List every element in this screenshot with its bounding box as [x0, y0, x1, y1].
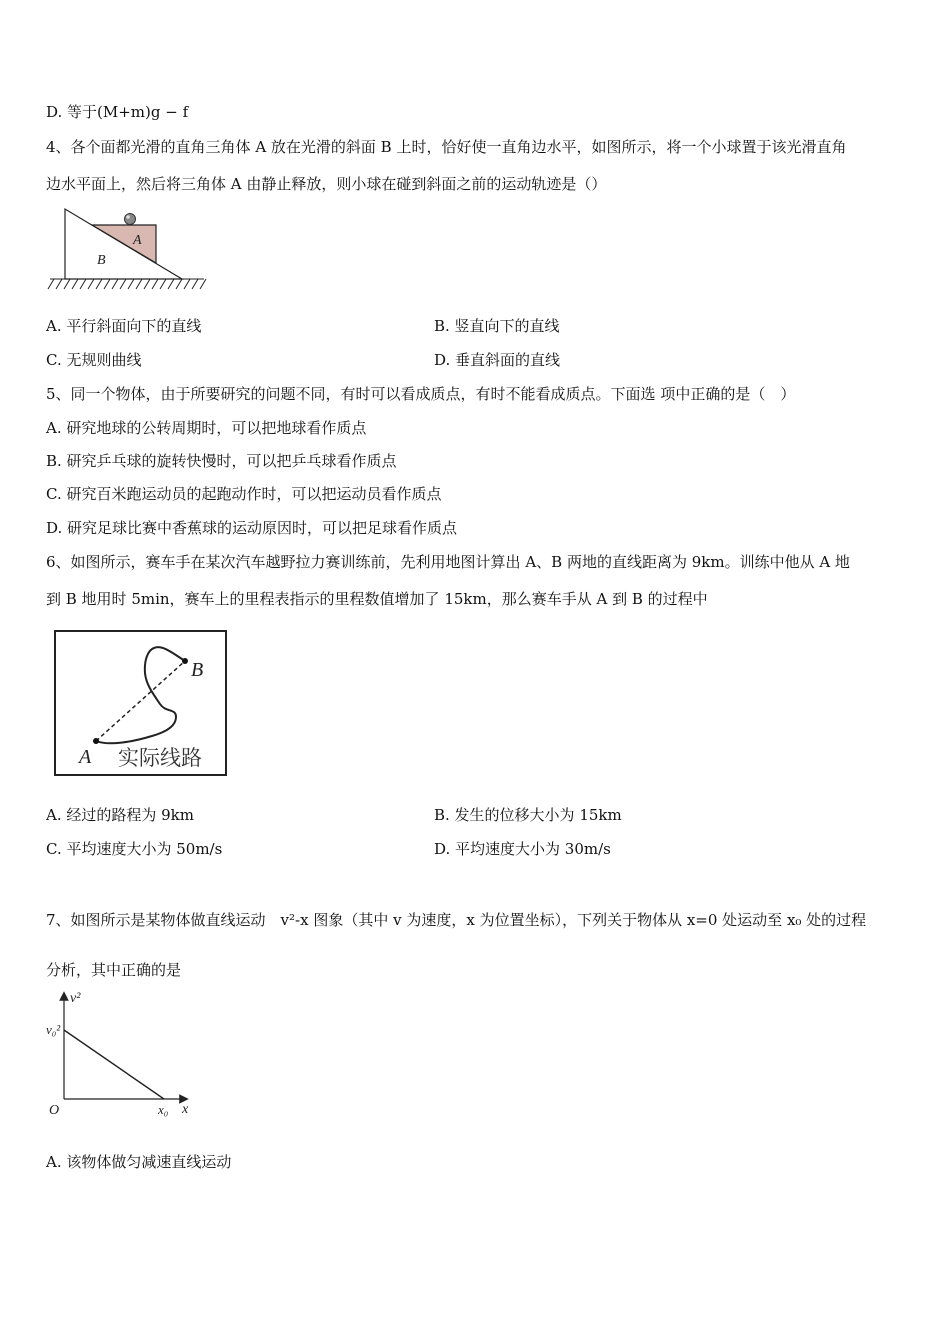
- point-a-label: A: [79, 746, 92, 768]
- q6-stem-line1: 6、如图所示，赛车手在某次汽车越野拉力赛训练前，先利用地图计算出 A、B 两地的直线距离为 9km。训练中他从 A 地: [46, 553, 850, 571]
- y-axis-label: v²: [70, 991, 81, 1006]
- q6-option-d: D. 平均速度大小为 30m/s: [434, 840, 611, 858]
- q6-option-c: C. 平均速度大小为 50m/s: [46, 840, 223, 858]
- q6-option-b: B. 发生的位移大小为 15km: [434, 806, 622, 824]
- x-intercept-label: x₀: [158, 1102, 169, 1117]
- q4-stem-line1: 4、各个面都光滑的直角三角体 A 放在光滑的斜面 B 上时，恰好使一直角边水平，如图所示，将一个小球置于该光滑直角: [46, 138, 847, 156]
- origin-label: O: [49, 1103, 60, 1118]
- q4-stem-line2: 边水平面上，然后将三角体 A 由静止释放，则小球在碰到斜面之前的运动轨迹是（）: [46, 175, 607, 193]
- x-axis-label: x: [182, 1102, 189, 1117]
- q7-stem-line2: 分析，其中正确的是: [46, 961, 182, 979]
- q6-option-a: A. 经过的路程为 9km: [46, 806, 194, 824]
- q5-option-b: B. 研究乒乓球的旋转快慢时，可以把乒乓球看作质点: [46, 452, 397, 470]
- q3-option-d: D. 等于(M+m)g − f: [46, 103, 189, 121]
- q5-option-c: C. 研究百米跑运动员的起跑动作时，可以把运动员看作质点: [46, 485, 442, 503]
- incline-triangle-figure: [46, 205, 211, 295]
- incline-b-label: B: [97, 253, 106, 268]
- v2-x-graph: [44, 988, 204, 1120]
- q7-option-a: A. 该物体做匀减速直线运动: [46, 1153, 232, 1171]
- q4-option-c: C. 无规则曲线: [46, 351, 142, 369]
- q7-stem-line1: 7、如图所示是某物体做直线运动 v²-x 图象（其中 v 为速度，x 为位置坐标），下列关于物体从 x=0 处运动至 x₀ 处的过程: [46, 911, 867, 929]
- y-intercept-label: v₀²: [46, 1022, 61, 1037]
- ball-icon: [125, 214, 136, 225]
- q5-option-d: D. 研究足球比赛中香蕉球的运动原因时，可以把足球看作质点: [46, 519, 458, 537]
- q4-option-a: A. 平行斜面向下的直线: [46, 317, 202, 335]
- q5-option-a: A. 研究地球的公转周期时，可以把地球看作质点: [46, 419, 367, 437]
- q4-option-b: B. 竖直向下的直线: [434, 317, 560, 335]
- q6-stem-line2: 到 B 地用时 5min，赛车上的里程表指示的里程数值增加了 15km，那么赛车手从 A 到 B 的过程中: [46, 590, 708, 608]
- q4-option-d: D. 垂直斜面的直线: [434, 351, 561, 369]
- route-map-figure: [54, 630, 230, 778]
- route-caption: 实际线路: [118, 746, 202, 770]
- point-b-icon: [182, 658, 188, 664]
- graph-line: [64, 1030, 164, 1099]
- wedge-a-label: A: [133, 233, 142, 248]
- point-a-icon: [93, 738, 99, 744]
- point-b-label: B: [191, 659, 204, 681]
- q5-stem: 5、同一个物体，由于所要研究的问题不同，有时可以看成质点，有时不能看成质点。下面选 项中正确的是（ ）: [46, 385, 796, 403]
